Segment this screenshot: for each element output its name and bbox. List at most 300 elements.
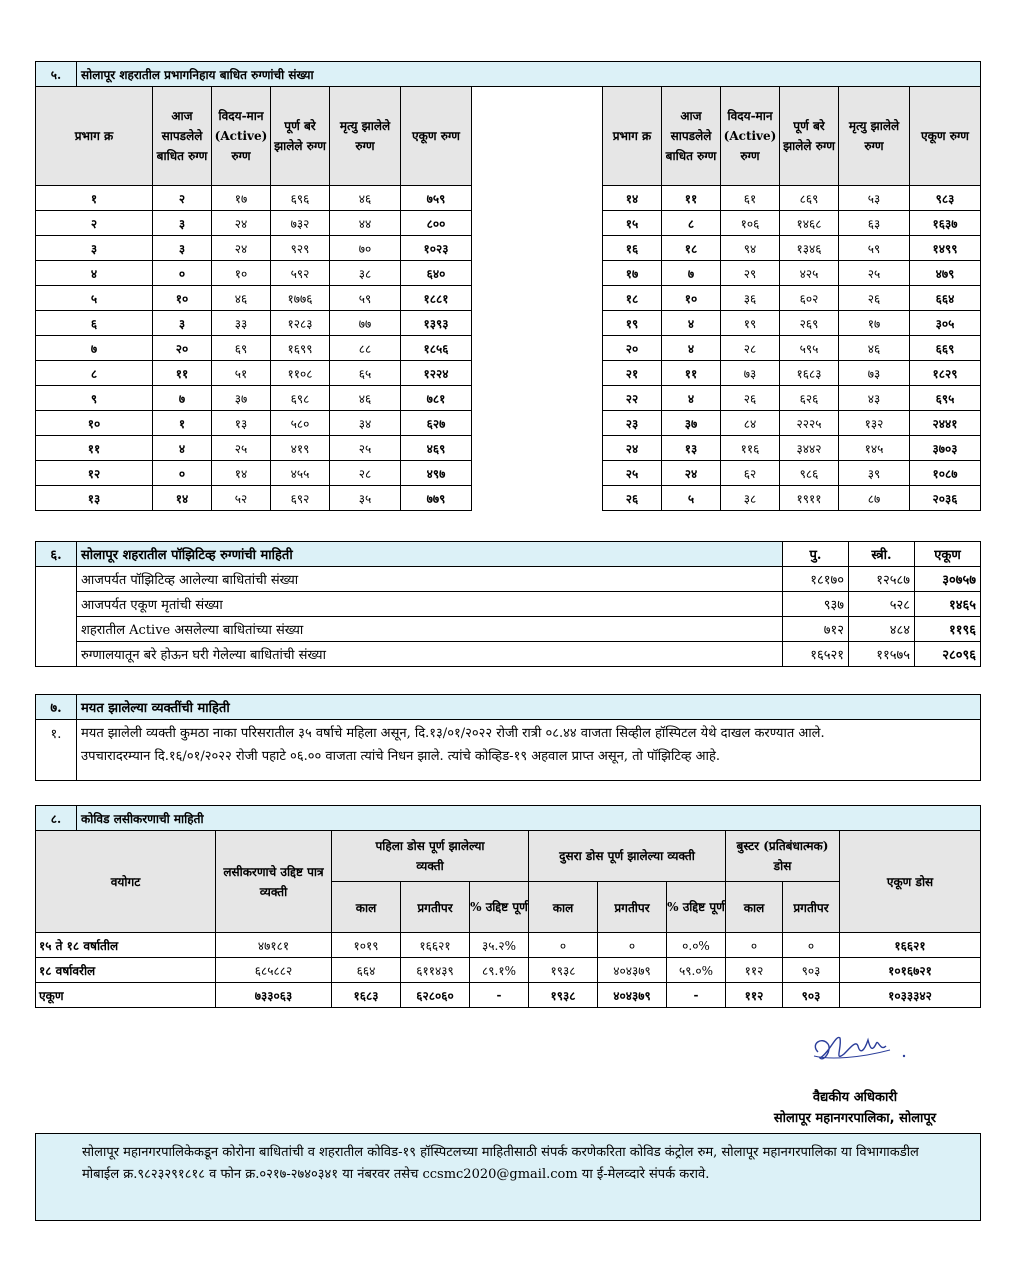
vaccination-cell: ४७१८१ (216, 933, 332, 958)
ward-cell: ० (153, 261, 212, 286)
ward-cell: १७ (212, 186, 271, 211)
row-label: शहरातील Active असलेल्या बाधितांच्या संख्या (77, 617, 783, 642)
contact-footer (35, 1133, 981, 1221)
table-gap (472, 186, 603, 211)
ward-cell: ११६ (721, 436, 780, 461)
ward-col-right-4: मृत्यु झालेले रुग्ण (839, 87, 910, 186)
ward-cell: ७८१ (401, 386, 472, 411)
ward-cell: ९४ (721, 236, 780, 261)
vaccination-cell: - (667, 983, 726, 1008)
blank-cell (36, 642, 77, 667)
vaccination-cell: ० (529, 933, 598, 958)
ward-cell: १ (36, 186, 153, 211)
ward-cell: ५ (662, 486, 721, 511)
ward-cell: १२२४ (401, 361, 472, 386)
ward-cell: ० (153, 461, 212, 486)
ward-cell: १४६८ (780, 211, 839, 236)
ward-cell: ४१९ (271, 436, 330, 461)
ward-cell: ४६ (330, 386, 401, 411)
row-label: आजपर्यत पॉझिटिव्ह आलेल्या बाधितांची संख्या (77, 567, 783, 592)
ward-cell: १८५६ (401, 336, 472, 361)
ward-cell: १३९३ (401, 311, 472, 336)
ward-cell: १६९९ (271, 336, 330, 361)
ward-cell: २० (603, 336, 662, 361)
ward-cell: ८७ (839, 486, 910, 511)
death-detail (77, 720, 981, 781)
ward-cell: २१ (603, 361, 662, 386)
row-value: ५२८ (849, 592, 915, 617)
ward-cell: २८ (330, 461, 401, 486)
row-value: २८०९६ (915, 642, 981, 667)
row-value: ११५७५ (849, 642, 915, 667)
section-title: मयत झालेल्या व्यक्तींची माहिती (77, 695, 981, 720)
vaccination-cell: १९३८ (529, 958, 598, 983)
table-row (36, 186, 981, 211)
ward-cell: ११ (153, 361, 212, 386)
ward-cell: ३७०३ (910, 436, 981, 461)
row-value: ४८४ (849, 617, 915, 642)
ward-cell: ४६ (330, 186, 401, 211)
ward-cell: ११ (662, 361, 721, 386)
ward-cell: ८०० (401, 211, 472, 236)
ward-cell: १३ (212, 411, 271, 436)
ward-cell: ७ (662, 261, 721, 286)
header-dose2-pct: % उद्दिष्ट पूर्ण (667, 882, 726, 933)
ward-cell: ८४ (721, 411, 780, 436)
header-booster: बुस्टर (प्रतिबंधात्मक) डोस (726, 831, 840, 882)
row-label: आजपर्यत एकूण मृतांची संख्या (77, 592, 783, 617)
vaccination-cell: ४०४३७९ (598, 958, 667, 983)
ward-cell: ९८३ (910, 186, 981, 211)
row-value: १६५२१ (783, 642, 849, 667)
blank-cell (36, 567, 77, 592)
vaccination-table (35, 805, 981, 1008)
age-group-cell: १८ वर्षावरील (36, 958, 216, 983)
ward-cell: १० (212, 261, 271, 286)
ward-cell: २४ (212, 211, 271, 236)
ward-cell: २ (153, 186, 212, 211)
ward-cell: १० (36, 411, 153, 436)
ward-cell: ५८० (271, 411, 330, 436)
ward-cell: ७ (36, 336, 153, 361)
ward-cell: ४९७ (401, 461, 472, 486)
vaccination-cell: १०१९ (332, 933, 401, 958)
blank-cell (36, 617, 77, 642)
row-value: १२५८७ (849, 567, 915, 592)
ward-cell: ४३ (839, 386, 910, 411)
ward-cell: ७५९ (401, 186, 472, 211)
vaccination-cell: ७३३०६३ (216, 983, 332, 1008)
ward-cell: ३३ (212, 311, 271, 336)
ward-col-left-0: प्रभाग क्र (36, 87, 153, 186)
vaccination-cell: ० (598, 933, 667, 958)
ward-cell: १२८३ (271, 311, 330, 336)
table-row (36, 361, 981, 386)
table-row (36, 286, 981, 311)
header-age-group: वयोगट (36, 831, 216, 933)
vaccination-cell: ५९.०% (667, 958, 726, 983)
ward-cell: ५ (36, 286, 153, 311)
blank-cell (36, 592, 77, 617)
ward-cell: ३६ (721, 286, 780, 311)
section-7 (35, 694, 981, 781)
ward-cell: ९२९ (271, 236, 330, 261)
table-gap (472, 386, 603, 411)
vaccination-cell: १६६२१ (401, 933, 470, 958)
vaccination-cell: ६६४ (332, 958, 401, 983)
ward-cell: २ (36, 211, 153, 236)
vaccination-cell: १०३३३४२ (840, 983, 981, 1008)
ward-cell: १८ (603, 286, 662, 311)
table-row (36, 311, 981, 336)
ward-cell: २६९ (780, 311, 839, 336)
ward-cell: २४४१ (910, 411, 981, 436)
ward-cell: ३७ (212, 386, 271, 411)
ward-cell: १ (153, 411, 212, 436)
header-booster-prag: प्रगतीपर (783, 882, 840, 933)
ward-cell: ३७ (662, 411, 721, 436)
ward-cell: १४ (212, 461, 271, 486)
section-number: ८. (36, 806, 77, 831)
ward-cell: ३ (153, 211, 212, 236)
ward-cell: ८८ (330, 336, 401, 361)
ward-cell: ५१ (212, 361, 271, 386)
ward-table-header (36, 87, 981, 186)
ward-cell: १० (662, 286, 721, 311)
row-value: ७१२ (783, 617, 849, 642)
ward-cell: २६ (839, 286, 910, 311)
ward-cell: ८ (36, 361, 153, 386)
section-title: कोविड लसीकरणाची माहिती (77, 806, 981, 831)
positive-table (35, 541, 981, 667)
ward-cell: २६ (603, 486, 662, 511)
age-group-cell: १५ ते १८ वर्षातील (36, 933, 216, 958)
ward-cell: ४ (662, 336, 721, 361)
header-target: लसीकरणाचे उद्दिष्ट पात्र व्यक्ती (216, 831, 332, 933)
vaccination-cell: ११२ (726, 983, 783, 1008)
ward-cell: ५९ (330, 286, 401, 311)
ward-cell: १९ (721, 311, 780, 336)
ward-cell: २२ (603, 386, 662, 411)
ward-cell: २०३६ (910, 486, 981, 511)
col-male: पु. (783, 542, 849, 567)
section-number: ५. (36, 62, 77, 87)
table-gap (472, 211, 603, 236)
ward-cell: १३ (36, 486, 153, 511)
table-row (36, 261, 981, 286)
ward-cell: ४ (662, 311, 721, 336)
table-gap (472, 87, 603, 186)
ward-cell: १९११ (780, 486, 839, 511)
ward-cell: ४ (662, 386, 721, 411)
ward-cell: ६६४ (910, 286, 981, 311)
ward-col-left-3: पूर्ण बरे झालेले रुग्ण (271, 87, 330, 186)
ward-cell: ६२७ (401, 411, 472, 436)
ward-cell: ७ (153, 386, 212, 411)
ward-cell: ६२ (721, 461, 780, 486)
ward-cell: २३ (603, 411, 662, 436)
ward-cell: ११ (36, 436, 153, 461)
ward-cell: ४४ (330, 211, 401, 236)
table-gap (472, 411, 603, 436)
ward-col-left-1: आज सापडलेले बाधित रुग्ण (153, 87, 212, 186)
vaccination-cell: ० (726, 933, 783, 958)
table-row (36, 461, 981, 486)
ward-cell: ४५५ (271, 461, 330, 486)
ward-cell: ४६९ (401, 436, 472, 461)
ward-cell: २५ (330, 436, 401, 461)
ward-col-right-3: पूर्ण बरे झालेले रुग्ण (780, 87, 839, 186)
table-gap (472, 261, 603, 286)
death-line-2: उपचारादरम्यान दि.१६/०१/२०२२ रोजी पहाटे ०६.०० वाजता त्यांचे निधन झाले. त्यांचे कोव्हिड-१९ अहवाल प्राप्त असून, तो पॉझिटिव्ह आहे. (81, 749, 720, 764)
ward-cell: २९ (721, 261, 780, 286)
ward-cell: १४ (153, 486, 212, 511)
section-number: ७. (36, 695, 77, 720)
row-value: १८१७० (783, 567, 849, 592)
ward-cell: ६९६ (271, 186, 330, 211)
col-female: स्त्री. (849, 542, 915, 567)
vaccination-cell: - (470, 983, 529, 1008)
table-row (36, 386, 981, 411)
ward-cell: ५९५ (780, 336, 839, 361)
table-row (36, 567, 981, 592)
table-row (36, 336, 981, 361)
ward-cell: २० (153, 336, 212, 361)
ward-cell: ६५ (330, 361, 401, 386)
ward-cell: १३ (662, 436, 721, 461)
col-total: एकूण (915, 542, 981, 567)
table-row (36, 958, 981, 983)
ward-col-left-5: एकूण रुग्ण (401, 87, 472, 186)
death-table (35, 694, 981, 781)
section-number: ६. (36, 542, 77, 567)
item-number: १. (36, 720, 77, 781)
table-row (36, 486, 981, 511)
vaccination-cell: १६६२१ (840, 933, 981, 958)
ward-cell: १७७६ (271, 286, 330, 311)
ward-cell: १०८७ (910, 461, 981, 486)
table-gap (472, 336, 603, 361)
ward-cell: २५ (603, 461, 662, 486)
ward-cell: ६०२ (780, 286, 839, 311)
row-value: १४६५ (915, 592, 981, 617)
ward-cell: २६ (721, 386, 780, 411)
ward-cell: ५९ (839, 236, 910, 261)
ward-cell: १८२९ (910, 361, 981, 386)
ward-cell: १७ (603, 261, 662, 286)
ward-cell: १६३७ (910, 211, 981, 236)
ward-cell: १४ (603, 186, 662, 211)
table-gap (472, 486, 603, 511)
ward-cell: २८ (721, 336, 780, 361)
table-row (36, 983, 981, 1008)
ward-cell: ४ (36, 261, 153, 286)
ward-cell: ३ (36, 236, 153, 261)
ward-cell: ६९ (212, 336, 271, 361)
ward-cell: ७७ (330, 311, 401, 336)
ward-cell: ४६ (839, 336, 910, 361)
section-8 (35, 805, 981, 1008)
ward-cell: ३ (153, 236, 212, 261)
ward-cell: ७३ (721, 361, 780, 386)
ward-cell: ३ (153, 311, 212, 336)
contact-text: सोलापूर महानगरपालिकेकडून कोरोना बाधितांची व शहरातील कोविड-१९ हॉस्पिटलच्या माहितीसाठी संपर्क करणेकरिता कोविड कंट्रोल रुम, सोलापूर महानगरपालिका या विभागाकडील मोबाईल क्र.९८२३२९१८१८ व फोन क्र.०२१७-२७४०३४१ या नंबरवर तसेच ccsmc2020@gmail.com या ई-मेलव्दारे संपर्क करावे. (82, 1145, 919, 1182)
ward-cell: ७७९ (401, 486, 472, 511)
table-row (36, 642, 981, 667)
table-row (36, 211, 981, 236)
table-gap (472, 286, 603, 311)
ward-cell: ७३ (839, 361, 910, 386)
ward-cell: ६ (36, 311, 153, 336)
ward-table (35, 61, 981, 511)
section-6 (35, 541, 981, 667)
ward-cell: १० (153, 286, 212, 311)
header-dose1: पहिला डोस पूर्ण झालेल्या व्यक्ती (332, 831, 529, 882)
ward-cell: ६३ (839, 211, 910, 236)
death-line-1: मयत झालेली व्यक्ती कुमठा नाका परिसरातील ३५ वर्षाचे महिला असून, दि.१३/०१/२०२२ रोजी रात्री ०८.४४ वाजता सिव्हील हॉस्पिटल येथे दाखल करण्यात आले. (81, 726, 825, 741)
ward-cell: ८ (662, 211, 721, 236)
ward-col-right-1: आज सापडलेले बाधित रुग्ण (662, 87, 721, 186)
ward-cell: १४५ (839, 436, 910, 461)
ward-cell: ५२ (212, 486, 271, 511)
table-gap (472, 436, 603, 461)
vaccination-cell: १९३८ (529, 983, 598, 1008)
ward-cell: १३४६ (780, 236, 839, 261)
ward-cell: ३४ (330, 411, 401, 436)
ward-cell: २२२५ (780, 411, 839, 436)
header-total: एकूण डोस (840, 831, 981, 933)
table-row (36, 236, 981, 261)
ward-cell: १३२ (839, 411, 910, 436)
ward-cell: ८६९ (780, 186, 839, 211)
ward-cell: ३८ (721, 486, 780, 511)
table-row (36, 411, 981, 436)
table-row (36, 436, 981, 461)
vaccination-cell: ६८५८८२ (216, 958, 332, 983)
ward-col-right-2: विदय-मान (Active) रुग्ण (721, 87, 780, 186)
vaccination-cell: ० (783, 933, 840, 958)
ward-cell: ६९२ (271, 486, 330, 511)
ward-cell: ११०८ (271, 361, 330, 386)
table-gap (472, 236, 603, 261)
ward-cell: ४ (153, 436, 212, 461)
vaccination-cell: ८९.१% (470, 958, 529, 983)
signature-image (800, 1022, 920, 1072)
ward-cell: ६९८ (271, 386, 330, 411)
section-title: सोलापूर शहरातील प्रभागनिहाय बाधित रुग्णांची संख्या (77, 62, 981, 87)
positive-table-body (36, 567, 981, 667)
ward-cell: ९८६ (780, 461, 839, 486)
ward-table-body (36, 186, 981, 511)
ward-cell: ३९ (839, 461, 910, 486)
ward-cell: २५ (839, 261, 910, 286)
ward-cell: ६६९ (910, 336, 981, 361)
ward-cell: १५ (603, 211, 662, 236)
row-value: ३०७५७ (915, 567, 981, 592)
header-dose2-kal: काल (529, 882, 598, 933)
row-label: रुग्णालयातून बरे होऊन घरी गेलेल्या बाधितांची संख्या (77, 642, 783, 667)
ward-cell: ७० (330, 236, 401, 261)
ward-cell: २४ (662, 461, 721, 486)
ward-cell: १९ (603, 311, 662, 336)
vaccination-cell: १६८३ (332, 983, 401, 1008)
header-dose1-pct: % उद्दिष्ट पूर्ण (470, 882, 529, 933)
ward-cell: ६२६ (780, 386, 839, 411)
ward-cell: ४२५ (780, 261, 839, 286)
vaccination-cell: १०१६७२१ (840, 958, 981, 983)
ward-cell: १६ (603, 236, 662, 261)
ward-cell: १६८३ (780, 361, 839, 386)
ward-cell: ७३२ (271, 211, 330, 236)
ward-col-left-4: मृत्यु झालेले रुग्ण (330, 87, 401, 186)
vaccination-cell: ११२ (726, 958, 783, 983)
ward-cell: १०२३ (401, 236, 472, 261)
ward-cell: १८८१ (401, 286, 472, 311)
signatory-role: वैद्यकीय अधिकारी (812, 1090, 898, 1105)
ward-cell: १२ (36, 461, 153, 486)
ward-cell: २४ (212, 236, 271, 261)
ward-cell: ५३ (839, 186, 910, 211)
table-gap (472, 461, 603, 486)
table-gap (472, 361, 603, 386)
ward-cell: ४६ (212, 286, 271, 311)
ward-cell: १४९९ (910, 236, 981, 261)
ward-cell: ११ (662, 186, 721, 211)
table-gap (472, 311, 603, 336)
ward-cell: ३०५ (910, 311, 981, 336)
table-row (36, 933, 981, 958)
ward-cell: २४ (603, 436, 662, 461)
ward-cell: ३४४२ (780, 436, 839, 461)
header-dose1-prag: प्रगतीपर (401, 882, 470, 933)
ward-cell: २५ (212, 436, 271, 461)
section-5 (35, 61, 981, 511)
vaccination-cell: ६११४३९ (401, 958, 470, 983)
ward-cell: १७ (839, 311, 910, 336)
signatory-org: सोलापूर महानगरपालिका, सोलापूर (773, 1111, 937, 1126)
ward-cell: ३५ (330, 486, 401, 511)
ward-col-right-0: प्रभाग क्र (603, 87, 662, 186)
row-value: ९३७ (783, 592, 849, 617)
ward-cell: ४७९ (910, 261, 981, 286)
ward-cell: ६१ (721, 186, 780, 211)
ward-cell: ३८ (330, 261, 401, 286)
ward-cell: १८ (662, 236, 721, 261)
ward-col-left-2: विदय-मान (Active) रुग्ण (212, 87, 271, 186)
header-dose1-kal: काल (332, 882, 401, 933)
ward-cell: ५९२ (271, 261, 330, 286)
table-row (36, 617, 981, 642)
row-value: ११९६ (915, 617, 981, 642)
vaccination-cell: ०.०% (667, 933, 726, 958)
header-dose2: दुसरा डोस पूर्ण झालेल्या व्यक्ती (529, 831, 726, 882)
ward-cell: ६९५ (910, 386, 981, 411)
header-booster-kal: काल (726, 882, 783, 933)
vaccination-cell: ६२८०६० (401, 983, 470, 1008)
ward-cell: ६४० (401, 261, 472, 286)
ward-cell: १०६ (721, 211, 780, 236)
vaccination-cell: ९०३ (783, 958, 840, 983)
vaccination-cell: ४०४३७९ (598, 983, 667, 1008)
ward-col-right-5: एकूण रुग्ण (910, 87, 981, 186)
vaccination-cell: ९०३ (783, 983, 840, 1008)
age-group-cell: एकूण (36, 983, 216, 1008)
ward-cell: ९ (36, 386, 153, 411)
table-row (36, 592, 981, 617)
section-title: सोलापूर शहरातील पॉझिटिव्ह रुग्णांची माहिती (77, 542, 783, 567)
vaccination-cell: ३५.२% (470, 933, 529, 958)
header-dose2-prag: प्रगतीपर (598, 882, 667, 933)
